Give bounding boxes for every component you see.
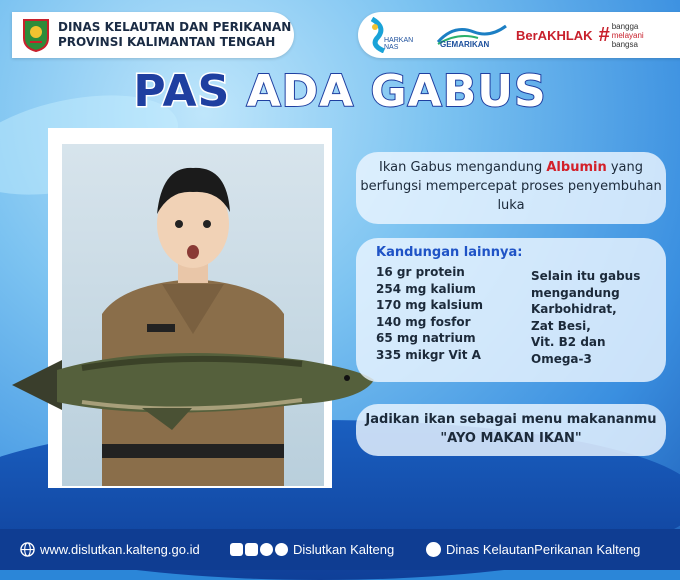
website-text: www.dislutkan.kalteng.go.id	[40, 542, 200, 557]
footer-bar	[0, 529, 680, 570]
other-item: Selain itu gabus	[531, 269, 641, 283]
other-item: Karbohidrat,	[531, 302, 617, 316]
globe-icon	[20, 542, 35, 557]
province-emblem-icon	[22, 18, 50, 52]
title-ada-gabus: ADA GABUS	[246, 66, 547, 117]
page-title	[0, 66, 680, 117]
agency-header	[12, 12, 294, 58]
title-pas: PAS	[133, 66, 231, 117]
nutrient-item: 335 mikgr Vit A	[376, 347, 481, 362]
other-item: mengandung	[531, 285, 620, 300]
nutrient-item: 140 mg fosfor	[376, 314, 471, 329]
bangga-word2: melayani	[611, 30, 644, 40]
instagram-icon	[245, 543, 258, 556]
agency-name-line2: PROVINSI KALIMANTAN TENGAH	[58, 35, 276, 49]
nutrient-item: 254 mg kalium	[376, 281, 476, 296]
other-item: Vit. B2 dan	[531, 335, 606, 349]
nutrient-list	[376, 264, 483, 363]
bangga-word1: bangga	[611, 21, 639, 31]
albumin-highlight: Albumin	[546, 160, 607, 175]
nutrient-item: 170 mg kalsium	[376, 298, 483, 312]
harkan-text: HARKAN NAS	[384, 37, 414, 51]
gemarikan-text: GEMARIKAN	[440, 40, 490, 49]
snakehead-fish-image	[2, 330, 382, 440]
hashtag-icon: #	[598, 23, 610, 46]
social-link[interactable]	[230, 529, 394, 570]
facebook-icon	[426, 542, 441, 557]
harkan-logo	[366, 15, 428, 55]
bangga-word3: bangsa	[611, 39, 638, 49]
call-to-action-card	[356, 404, 666, 456]
website-link[interactable]	[20, 529, 200, 570]
gemarikan-logo	[434, 15, 510, 55]
nutrient-item: 65 mg natrium	[376, 331, 476, 345]
facebook-link[interactable]	[426, 529, 640, 570]
albumin-text-prefix: Ikan Gabus mengandung	[378, 160, 547, 175]
cta-line2: "AYO MAKAN IKAN"	[440, 431, 582, 446]
cta-line1: Jadikan ikan sebagai menu makananmu	[365, 412, 657, 427]
bangga-melayani-logo	[599, 22, 644, 49]
other-item: Zat Besi,	[531, 318, 591, 333]
nutrient-card	[356, 238, 666, 382]
berakhlak-text: BerAKHLAK	[516, 27, 593, 43]
other-content-list	[531, 268, 640, 367]
agency-name-line1: DINAS KELAUTAN DAN PERIKANAN	[58, 20, 292, 34]
partner-logos	[358, 12, 680, 58]
nutrient-item: 16 gr protein	[376, 265, 465, 279]
facebook-text: Dinas KelautanPerikanan Kalteng	[446, 542, 641, 557]
tiktok-icon	[260, 543, 273, 556]
youtube-icon	[230, 543, 243, 556]
berakhlak-logo	[516, 28, 593, 43]
nutrient-heading: Kandungan lainnya:	[376, 245, 523, 260]
albumin-info-card	[356, 152, 666, 224]
other-item: Omega-3	[531, 351, 592, 366]
albumin-text-suffix: yang berfungsi mempercepat proses penyembuhan luka	[360, 160, 662, 213]
x-icon	[275, 543, 288, 556]
social-text: Dislutkan Kalteng	[293, 542, 395, 557]
